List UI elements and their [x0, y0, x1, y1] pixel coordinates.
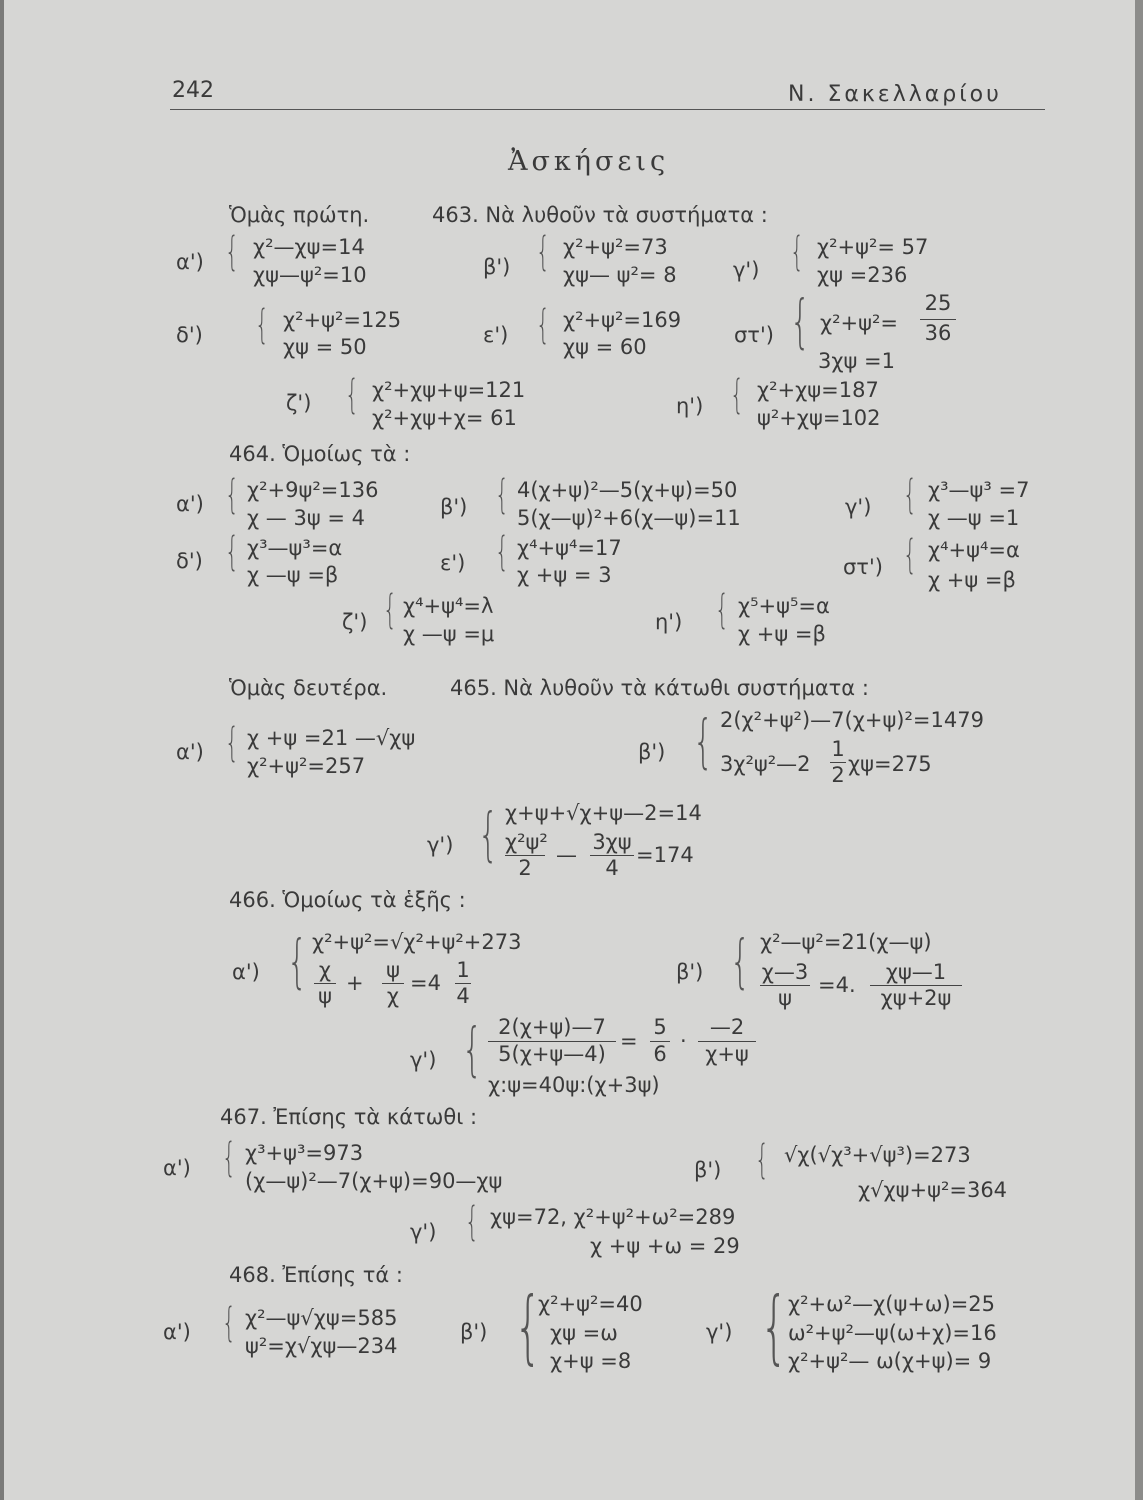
fraction-numerator: ψ — [386, 958, 400, 982]
item-label: γ') — [733, 258, 760, 282]
fraction-numerator: χ—3 — [761, 960, 809, 984]
running-head: Ν. Σακελλαρίου — [788, 82, 1002, 107]
fraction-numerator: —2 — [709, 1015, 745, 1039]
brace: { — [495, 472, 509, 518]
brace: { — [225, 229, 239, 275]
fraction-denominator: χψ+2ψ — [880, 986, 952, 1010]
equation: 3χψ =1 — [818, 349, 895, 373]
fraction-numerator: 25 — [924, 291, 952, 315]
exercise-467-heading: 467. Ἐπίσης τὰ κάτωθι : — [220, 1105, 478, 1129]
fraction-bar — [920, 319, 956, 320]
page-title: Ἀσκήσεις — [508, 146, 670, 177]
brace: { — [255, 302, 269, 348]
fraction-numerator: χ²ψ² — [505, 830, 548, 854]
brace: { — [693, 707, 714, 775]
item-label: γ') — [706, 1320, 733, 1344]
exercise-465-heading: 465. Νὰ λυθοῦν τὰ κάτωθι συστήματα : — [450, 676, 869, 700]
brace: { — [790, 287, 811, 355]
equation: χ⁴+ψ⁴=α — [928, 538, 1020, 562]
equation: 2(χ²+ψ²)—7(χ+ψ)²=1479 — [720, 708, 984, 732]
brace: { — [755, 1137, 769, 1183]
item-label: στ') — [734, 323, 774, 347]
equation: χ³+ψ³=973 — [245, 1141, 364, 1165]
header-rule — [170, 109, 1045, 110]
equation: χ³—ψ³=α — [247, 536, 343, 560]
brace: { — [287, 927, 308, 995]
item-label: α') — [176, 250, 204, 274]
fraction-denominator: 4 — [605, 856, 619, 880]
item-label: ε') — [440, 551, 466, 575]
equation: =174 — [636, 843, 694, 867]
brace: { — [903, 472, 917, 518]
equation: (χ—ψ)²—7(χ+ψ)=90—χψ — [245, 1169, 503, 1193]
brace: { — [225, 472, 239, 518]
equation: χ —ψ =1 — [928, 506, 1020, 530]
fraction-numerator: χ — [318, 958, 332, 982]
brace: { — [383, 587, 397, 633]
item-label: η') — [655, 610, 683, 634]
equation: ψ²+χψ=102 — [757, 406, 881, 430]
item-label: ε') — [483, 323, 509, 347]
equation: χ²—ψ²=21(χ—ψ) — [760, 930, 932, 954]
item-label: στ') — [843, 555, 883, 579]
exercise-463-heading: 463. Νὰ λυθοῦν τὰ συστήματα : — [432, 203, 768, 227]
brace: { — [225, 720, 239, 766]
equation: ω²+ψ²—ψ(ω+χ)=16 — [788, 1321, 997, 1345]
brace: { — [536, 229, 550, 275]
equation: 3χ²ψ²—2 — [720, 752, 811, 776]
equation: χ — 3ψ = 4 — [247, 506, 366, 530]
item-label: γ') — [427, 833, 454, 857]
item-label: γ') — [410, 1048, 437, 1072]
minus-sign: — — [556, 843, 577, 867]
fraction-numerator: 1 — [456, 958, 470, 982]
brace: { — [730, 372, 744, 418]
equation: χψ=72, χ²+ψ²+ω²=289 — [490, 1205, 736, 1229]
brace: { — [478, 800, 499, 868]
brace: { — [462, 1015, 483, 1083]
item-label: δ') — [176, 323, 203, 347]
plus-sign: + — [346, 971, 364, 995]
equals-sign: = — [620, 1029, 638, 1053]
equation: 5(χ—ψ)²+6(χ—ψ)=11 — [517, 506, 741, 530]
equation: =4. — [818, 973, 856, 997]
brace: { — [790, 229, 804, 275]
fraction-denominator: χ+ψ — [705, 1042, 749, 1066]
equation: χψ—ψ²=10 — [253, 263, 367, 287]
fraction-numerator: 1 — [831, 737, 845, 761]
item-label: β') — [440, 495, 468, 519]
equation: χ²+ψ²=73 — [563, 235, 668, 259]
equation: χ —ψ =μ — [403, 622, 495, 646]
item-label: β') — [638, 740, 666, 764]
equation: χ²+ψ²= — [820, 311, 899, 335]
equation: χ²+χψ=187 — [757, 378, 879, 402]
equation: χ²+9ψ²=136 — [247, 478, 379, 502]
equation: χψ = 60 — [563, 335, 647, 359]
equation: χψ = 50 — [283, 335, 367, 359]
fraction-numerator: 2(χ+ψ)—7 — [498, 1015, 606, 1039]
brace: { — [225, 529, 239, 575]
exercise-468-heading: 468. Ἐπίσης τά : — [229, 1263, 403, 1287]
equation: χ²+χψ+χ= 61 — [372, 406, 517, 430]
equation: χ²+ψ²=169 — [563, 308, 682, 332]
equation: χ³—ψ³ =7 — [928, 478, 1030, 502]
brace: { — [514, 1280, 542, 1373]
equation: χ√χψ+ψ²=364 — [858, 1178, 1008, 1202]
fraction-numerator: 3χψ — [592, 830, 632, 854]
equation: χ⁴+ψ⁴=17 — [517, 536, 622, 560]
brace: { — [495, 529, 509, 575]
equation: χ²—ψ√χψ=585 — [245, 1306, 398, 1330]
equation: χ²+ψ²=125 — [283, 308, 402, 332]
equation: χψ =236 — [817, 263, 908, 287]
item-label: δ') — [176, 549, 203, 573]
equation: χ +ψ = 3 — [517, 563, 612, 587]
item-label: α') — [176, 492, 204, 516]
brace: { — [760, 1280, 788, 1373]
equation: χ²+ψ²=√χ²+ψ²+273 — [312, 930, 522, 954]
item-label: ζ') — [286, 391, 312, 415]
item-label: γ') — [845, 495, 872, 519]
equation: χ²+ψ²=257 — [247, 754, 366, 778]
fraction-denominator: 4 — [456, 984, 470, 1008]
equation: χ²+ψ²— ω(χ+ψ)= 9 — [788, 1349, 992, 1373]
equation: χ +ψ =β — [738, 622, 826, 646]
page-edge-left — [0, 0, 4, 1500]
item-label: β') — [483, 255, 511, 279]
item-label: γ') — [410, 1220, 437, 1244]
equation: χ²+χψ+ψ=121 — [372, 378, 526, 402]
page-number: 242 — [172, 78, 214, 103]
equation: χ +ψ =21 —√χψ — [247, 726, 416, 750]
item-label: α') — [176, 740, 204, 764]
equation: χ²—χψ=14 — [253, 235, 365, 259]
equation: χψ =ω — [550, 1321, 618, 1345]
brace: { — [715, 587, 729, 633]
page-edge-right — [1135, 0, 1143, 1500]
item-label: β') — [460, 1320, 488, 1344]
equation: ψ²=χ√χψ—234 — [245, 1334, 398, 1358]
equation: χ⁴+ψ⁴=λ — [403, 594, 494, 618]
equation: χψ— ψ²= 8 — [563, 263, 677, 287]
fraction-denominator: 6 — [653, 1042, 667, 1066]
fraction-denominator: ψ — [778, 986, 792, 1010]
exercise-464-heading: 464. Ὁμοίως τὰ : — [229, 442, 411, 466]
equation: =4 — [410, 971, 441, 995]
fraction-denominator: χ — [386, 984, 400, 1008]
brace: { — [222, 1135, 236, 1181]
item-label: η') — [676, 394, 704, 418]
item-label: ζ') — [342, 610, 368, 634]
fraction-denominator: 5(χ+ψ—4) — [498, 1042, 606, 1066]
equation: χ⁵+ψ⁵=α — [738, 594, 830, 618]
equation: χ +ψ =β — [928, 568, 1016, 592]
item-label: β') — [694, 1158, 722, 1182]
fraction-denominator: 2 — [518, 856, 532, 880]
brace: { — [536, 302, 550, 348]
brace: { — [222, 1300, 236, 1346]
exercise-466-heading: 466. Ὁμοίως τὰ ἑξῆς : — [229, 888, 466, 912]
fraction-denominator: 2 — [831, 763, 845, 787]
brace: { — [345, 372, 359, 418]
item-label: α') — [163, 1320, 191, 1344]
fraction-numerator: 5 — [653, 1015, 667, 1039]
item-label: α') — [232, 960, 260, 984]
equation: √χ(√χ³+√ψ³)=273 — [784, 1143, 971, 1167]
equation: χ²+ω²—χ(ψ+ω)=25 — [788, 1292, 996, 1316]
fraction-denominator: ψ — [318, 984, 332, 1008]
group-1-heading: Ὁμὰς πρώτη. — [229, 203, 370, 227]
item-label: β') — [676, 960, 704, 984]
dot-sign: · — [680, 1029, 687, 1053]
equation: χ +ψ +ω = 29 — [590, 1234, 740, 1258]
fraction-numerator: χψ—1 — [885, 960, 947, 984]
brace: { — [903, 532, 917, 578]
equation: χ —ψ =β — [247, 563, 339, 587]
equation: χ+ψ =8 — [550, 1349, 632, 1373]
equation: χψ=275 — [848, 752, 932, 776]
fraction-denominator: 36 — [924, 321, 952, 345]
equation: 4(χ+ψ)²—5(χ+ψ)=50 — [517, 478, 738, 502]
brace: { — [730, 927, 751, 995]
group-2-heading: Ὁμὰς δευτέρα. — [229, 676, 388, 700]
equation: χ:ψ=40ψ:(χ+3ψ) — [488, 1073, 660, 1097]
brace: { — [465, 1199, 479, 1245]
equation: χ+ψ+√χ+ψ—2=14 — [505, 801, 702, 825]
equation: χ²+ψ²= 57 — [817, 235, 929, 259]
equation: χ²+ψ²=40 — [538, 1292, 643, 1316]
item-label: α') — [163, 1156, 191, 1180]
